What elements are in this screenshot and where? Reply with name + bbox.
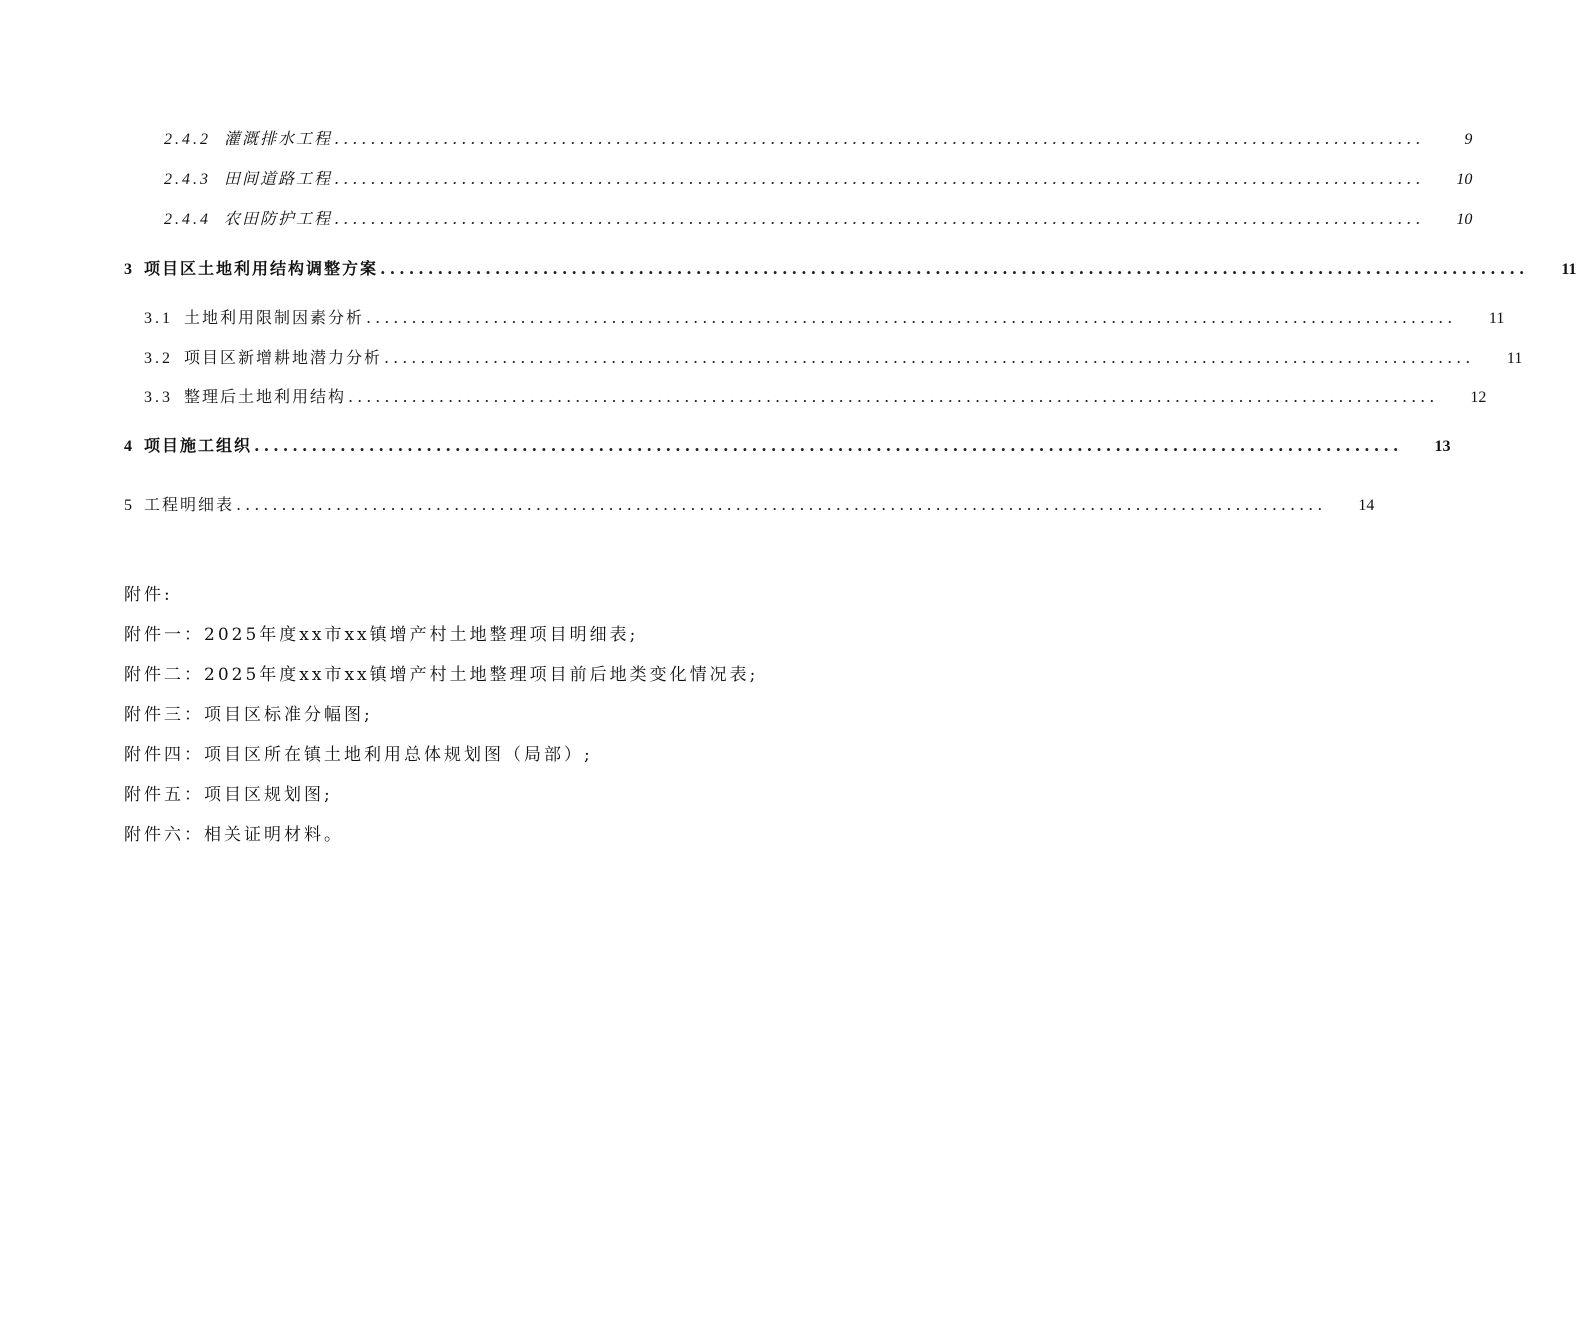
toc-page-number: 11 <box>1488 310 1505 327</box>
toc-title: 工程明细表 <box>144 495 235 514</box>
toc-number: 2.4.4 <box>164 211 211 228</box>
toc-leader: ........................................................................................................................ <box>254 436 1403 455</box>
toc-number: 4 <box>124 438 134 455</box>
toc-number: 3 <box>124 261 134 278</box>
toc-number: 3.2 <box>144 350 173 367</box>
toc-title: 农田防护工程 <box>224 209 333 228</box>
toc-entry-3-3[interactable] <box>144 384 1487 407</box>
toc-title: 项目区新增耕地潜力分析 <box>184 348 383 367</box>
toc-title: 土地利用限制因素分析 <box>184 308 365 327</box>
toc-title: 灌溉排水工程 <box>224 129 333 148</box>
toc-page-number: 11 <box>1506 350 1523 367</box>
attachment-item-6: 附件六：相关证明材料。 <box>124 825 344 845</box>
toc-leader: ........................................................................................................................ <box>348 387 1439 406</box>
attachment-item-5: 附件五：项目区规划图; <box>124 785 333 805</box>
attachment-item-2: 附件二：2025年度xx市xx镇增产村土地整理项目前后地类变化情况表; <box>124 665 759 685</box>
toc-leader: ........................................................................................................................ <box>236 495 1327 514</box>
toc-page-number: 14 <box>1358 497 1375 514</box>
toc-entry-5[interactable] <box>124 492 1375 515</box>
toc-entry-2-4-2[interactable] <box>164 126 1473 149</box>
toc-leader: ........................................................................................................................ <box>366 308 1457 327</box>
toc-title: 整理后土地利用结构 <box>184 387 347 406</box>
toc-entry-3-1[interactable] <box>144 305 1505 328</box>
toc-page-number: 13 <box>1434 438 1451 455</box>
toc-title: 项目施工组织 <box>144 436 253 455</box>
toc-page-number: 10 <box>1456 171 1473 188</box>
toc-entry-4[interactable] <box>124 433 1451 456</box>
toc-number: 5 <box>124 497 134 514</box>
toc-leader: ........................................................................................................................ <box>334 129 1425 148</box>
attachment-item-3: 附件三：项目区标准分幅图; <box>124 705 373 725</box>
toc-number: 2.4.2 <box>164 131 211 148</box>
attachment-item-1: 附件一：2025年度xx市xx镇增产村土地整理项目明细表; <box>124 625 639 645</box>
toc-title: 项目区土地利用结构调整方案 <box>144 259 379 278</box>
toc-page-number: 12 <box>1470 389 1487 406</box>
toc-title: 田间道路工程 <box>224 169 333 188</box>
toc-entry-2-4-3[interactable] <box>164 166 1473 189</box>
toc-number: 3.1 <box>144 310 173 327</box>
attachments-heading: 附件: <box>124 585 173 605</box>
toc-page-number: 10 <box>1456 211 1473 228</box>
toc-leader: ........................................................................................................................ <box>334 169 1425 188</box>
attachment-item-4: 附件四：项目区所在镇土地利用总体规划图（局部）; <box>124 745 593 765</box>
toc-entry-3[interactable] <box>124 256 1576 279</box>
toc-page-number: 9 <box>1464 131 1473 148</box>
toc-entry-3-2[interactable] <box>144 345 1523 368</box>
toc-number: 2.4.3 <box>164 171 211 188</box>
toc-leader: ........................................................................................................................ <box>380 259 1529 278</box>
toc-leader: ........................................................................................................................ <box>384 348 1475 367</box>
toc-entry-2-4-4[interactable] <box>164 206 1473 229</box>
toc-page-number: 11 <box>1561 261 1576 278</box>
toc-leader: ........................................................................................................................ <box>334 209 1425 228</box>
toc-number: 3.3 <box>144 389 173 406</box>
